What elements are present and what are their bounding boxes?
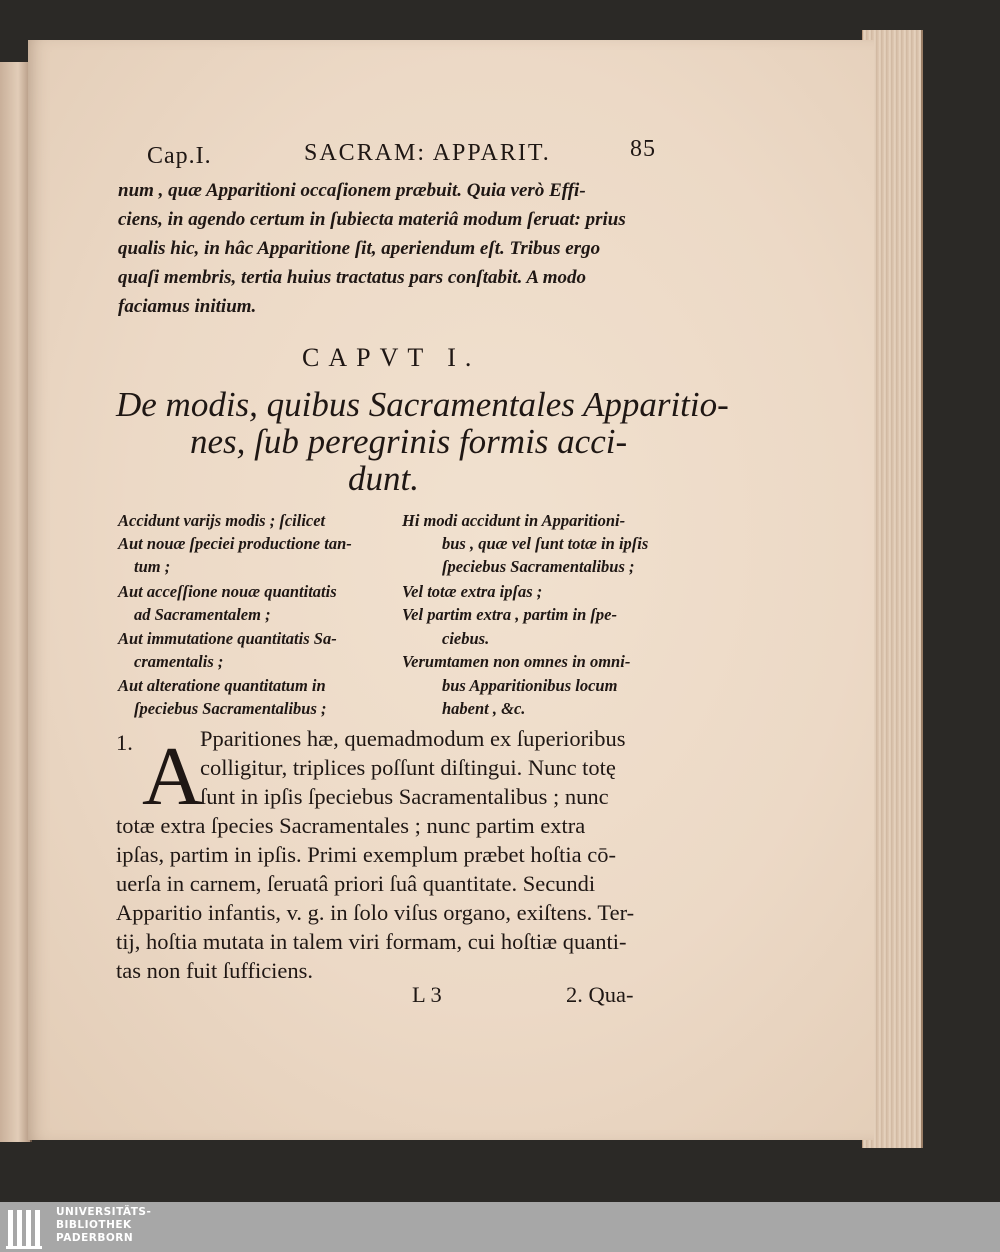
summary-left-line: Aut nouæ ſpeciei productione tan- xyxy=(118,534,352,553)
summary-left-line: Aut acceſſione nouæ quantitatis xyxy=(118,582,337,601)
intro-line: qualis hic, in hâc Apparitione ſit, aperiendum eſt. Tribus ergo xyxy=(118,238,601,259)
chapter-title: CAPVT I. xyxy=(302,343,481,372)
drop-cap: A xyxy=(142,730,203,823)
summary-right-line: bus Apparitionibus locum xyxy=(442,676,618,695)
catchword: 2. Qua- xyxy=(566,982,634,1007)
library-name-line: PADERBORN xyxy=(56,1232,134,1244)
signature-mark: L 3 xyxy=(412,982,442,1007)
paragraph-number: 1. xyxy=(116,730,133,755)
summary-right-line: Hi modi accidunt in Apparitioni- xyxy=(402,511,626,530)
summary-left-line: Aut alteratione quantitatum in xyxy=(118,676,326,695)
body-line: Apparitio infantis, v. g. in ſolo viſus organo, exiſtens. Ter- xyxy=(116,900,635,925)
library-name-line: UNIVERSITÄTS- xyxy=(56,1206,152,1218)
body-line: totæ extra ſpecies Sacramentales ; nunc partim extra xyxy=(116,813,586,838)
summary-right-line: ſpeciebus Sacramentalibus ; xyxy=(442,557,635,576)
summary-right-line: Verumtamen non omnes in omni- xyxy=(402,652,631,671)
summary-left-line: Accidunt varijs modis ; ſcilicet xyxy=(118,511,326,530)
summary-right-line: Vel totæ extra ipſas ; xyxy=(402,582,543,601)
summary-left-line: Aut immutatione quantitatis Sa- xyxy=(118,629,337,648)
body-line: tij, hoſtia mutata in talem viri formam, cui hoſtiæ quanti- xyxy=(116,929,627,954)
library-logo-icon xyxy=(6,1206,48,1250)
intro-line: quaſi membris, tertia huius tractatus pars conſtabit. A modo xyxy=(118,267,587,288)
body-line: colligitur, triplices poſſunt diſtingui. Nunc totę xyxy=(200,755,616,780)
running-head-title: SACRAM: APPARIT. xyxy=(304,140,551,166)
summary-left-line: cramentalis ; xyxy=(134,652,224,671)
running-head-chapter: Cap.I. xyxy=(147,143,212,169)
summary-right-line: Vel partim extra , partim in ſpe- xyxy=(402,605,617,624)
chapter-subtitle-line: nes, ſub peregrinis formis acci- xyxy=(190,422,628,461)
chapter-subtitle-line: dunt. xyxy=(348,459,419,498)
body-line: ipſas, partim in ipſis. Primi exemplum præbet hoſtia cō- xyxy=(116,842,616,867)
summary-left-line: ſpeciebus Sacramentalibus ; xyxy=(134,699,327,718)
intro-line: ciens, in agendo certum in ſubiecta materiâ modum ſeruat: prius xyxy=(118,209,626,230)
library-name-line: BIBLIOTHEK xyxy=(56,1219,132,1231)
summary-right-line: ciebus. xyxy=(442,629,490,648)
summary-left-line: ad Sacramentalem ; xyxy=(134,605,271,624)
intro-line: num , quæ Apparitioni occaſionem præbuit. Quia verò Effi- xyxy=(118,180,586,201)
chapter-subtitle-line: De modis, quibus Sacramentales Apparitio- xyxy=(116,385,729,424)
page-number: 85 xyxy=(630,136,656,162)
intro-line: faciamus initium. xyxy=(118,296,257,317)
summary-right-line: bus , quæ vel ſunt totæ in ipſis xyxy=(442,534,649,553)
summary-left-line: tum ; xyxy=(134,557,171,576)
body-line: Pparitiones hæ, quemadmodum ex ſuperioribus xyxy=(200,726,626,751)
body-line: uerſa in carnem, ſeruatâ priori ſuâ quantitate. Secundi xyxy=(116,871,596,896)
body-line: tas non fuit ſufficiens. xyxy=(116,958,314,983)
summary-right-line: habent , &c. xyxy=(442,699,526,718)
body-line: ſunt in ipſis ſpeciebus Sacramentalibus ; nunc xyxy=(200,784,609,809)
